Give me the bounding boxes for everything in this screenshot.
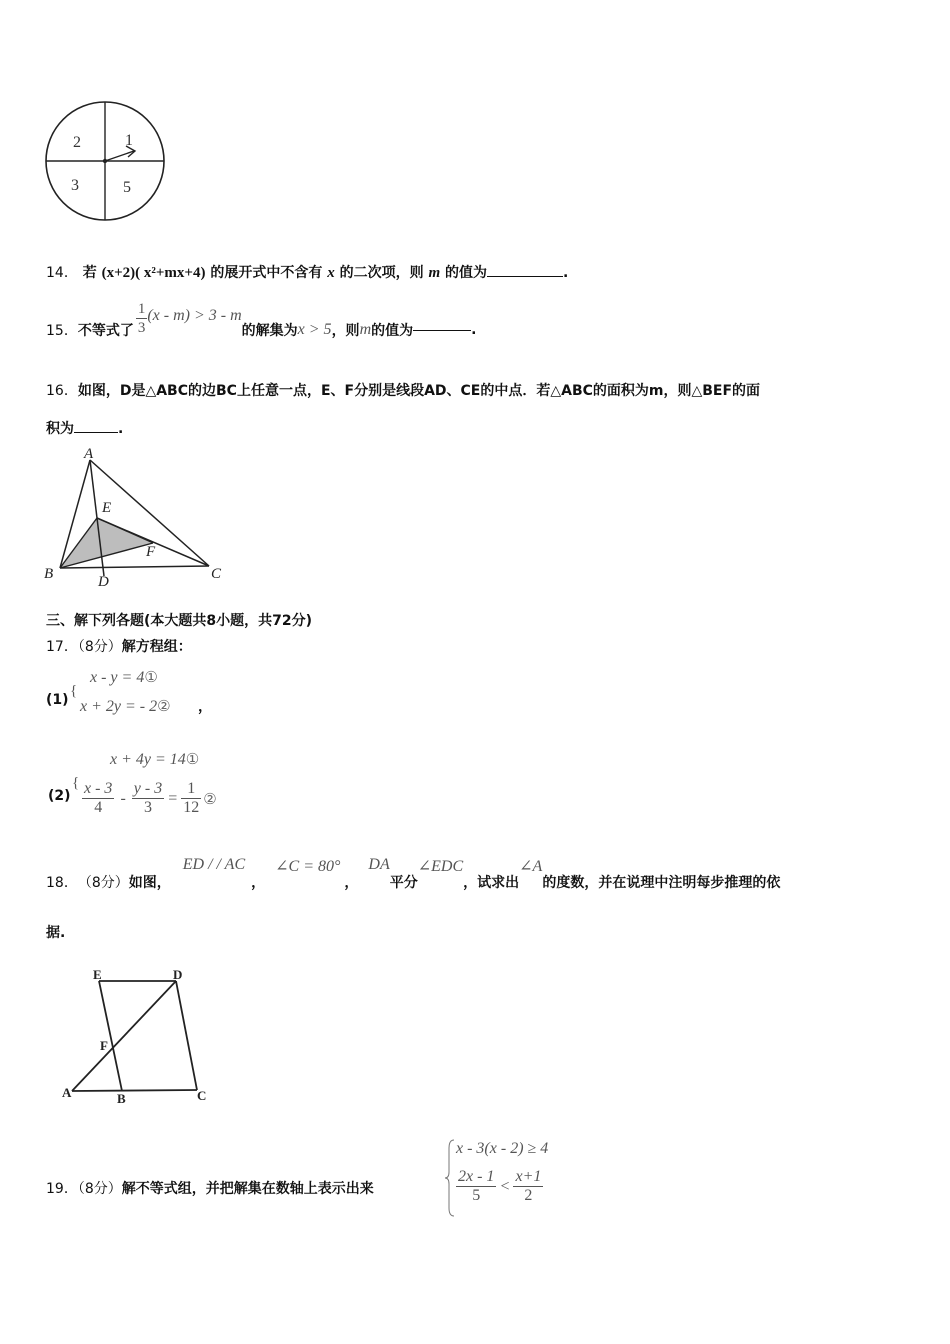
answer-blank xyxy=(487,276,563,277)
system-brace xyxy=(444,1138,456,1218)
solution-condition: x > 5 xyxy=(297,321,332,338)
q17-part2-label: (2) xyxy=(48,788,71,804)
section-3-title: 三、解下列各题(本大题共8小题，共72分) xyxy=(46,613,313,629)
spinner-sector-1: 1 xyxy=(125,132,133,149)
quadrilateral-figure xyxy=(56,964,216,1106)
question-15: 15． 不等式了 $\frac{1}{3}$ (x - m) > 3 - m 的解集为 x > 5 ，则 m 的值为 . xyxy=(46,300,477,339)
label-A: A xyxy=(84,446,94,462)
score: （8分） xyxy=(77,639,122,655)
question-number: 19． xyxy=(46,1181,78,1197)
answer-blank xyxy=(74,432,118,433)
q17-part1-eq1: x - y = 4① xyxy=(90,668,158,686)
inequality-expression: (x - m) > 3 - m xyxy=(147,307,242,324)
question-number: 14． xyxy=(46,265,78,281)
fraction-one-third: $\frac{1}{3}$ xyxy=(137,300,146,336)
score: （8分） xyxy=(77,875,129,891)
question-16-line2: 积为 . xyxy=(46,421,124,437)
spinner-figure xyxy=(40,96,170,226)
q17-part1-label: (1) xyxy=(46,692,69,708)
label-A: A xyxy=(62,1085,72,1100)
q19-inequality-1: x - 3(x - 2) ≥ 4 xyxy=(456,1140,549,1157)
label-C: C xyxy=(211,566,222,582)
label-B: B xyxy=(44,566,54,582)
fraction: $\frac{1}{12}$ xyxy=(183,780,200,816)
question-number: 15． xyxy=(46,323,78,339)
question-18: 18． （8分） 如图， ED / / AC ， ∠C = 80° ， DA 平分 ∠EDC ，试求出 ∠A 的度数，并在说理中注明每步推理的依 xyxy=(46,856,781,891)
spinner-sector-5: 5 xyxy=(123,179,131,196)
label-D: D xyxy=(173,967,183,982)
brace: { xyxy=(72,775,80,791)
triangle-figure xyxy=(40,444,230,586)
fraction: $\frac{y - 3}{3}$ xyxy=(133,780,163,816)
spinner-sector-2: 2 xyxy=(73,134,81,151)
question-19: 19．（8分）解不等式组，并把解集在数轴上表示出来 xyxy=(46,1181,374,1197)
question-18-line2: 据. xyxy=(46,925,66,941)
fraction: $\frac{x+1}{2}$ xyxy=(515,1168,542,1204)
label-B: B xyxy=(117,1091,126,1106)
label-F: F xyxy=(100,1038,108,1053)
question-17: 17．（8分）解方程组： xyxy=(46,639,192,655)
q17-part2-eq2: $\frac{x - 3}{4}$ - $\frac{y - 3}{3}$ = $\frac{1}{12}$ ② xyxy=(84,780,217,816)
q17-part1-eq2: x + 2y = - 2② xyxy=(80,697,171,715)
fraction: $\frac{x - 3}{4}$ xyxy=(84,780,113,816)
fraction: $\frac{2x - 1}{5}$ xyxy=(458,1168,495,1204)
question-14: 14． 若 (x+2)( x²+mx+4) 的展开式中不含有 x 的二次项，则 m 的值为 . xyxy=(46,265,569,281)
q17-part2-eq1: x + 4y = 14① xyxy=(110,750,200,768)
expression: (x+2)( x²+mx+4) xyxy=(101,265,206,281)
label-F: F xyxy=(146,544,156,560)
question-number: 17． xyxy=(46,639,78,655)
comma: ， xyxy=(198,699,212,715)
label-C: C xyxy=(197,1088,207,1103)
question-number: 18． xyxy=(46,875,78,891)
score: （8分） xyxy=(77,1181,122,1197)
question-number: 16． xyxy=(46,383,78,399)
label-D: D xyxy=(98,574,109,586)
spinner-sector-3: 3 xyxy=(71,177,79,194)
question-16: 16．如图，D是△ABC的边BC上任意一点，E、F分别是线段AD、CE的中点．若△ABC的面积为m，则△BEF的面 xyxy=(46,383,761,399)
brace: { xyxy=(70,683,78,699)
answer-blank xyxy=(413,330,471,331)
label-E: E xyxy=(93,967,102,982)
label-E: E xyxy=(102,500,112,516)
q19-inequality-2: $\frac{2x - 1}{5}$ < $\frac{x+1}{2}$ xyxy=(458,1168,542,1204)
